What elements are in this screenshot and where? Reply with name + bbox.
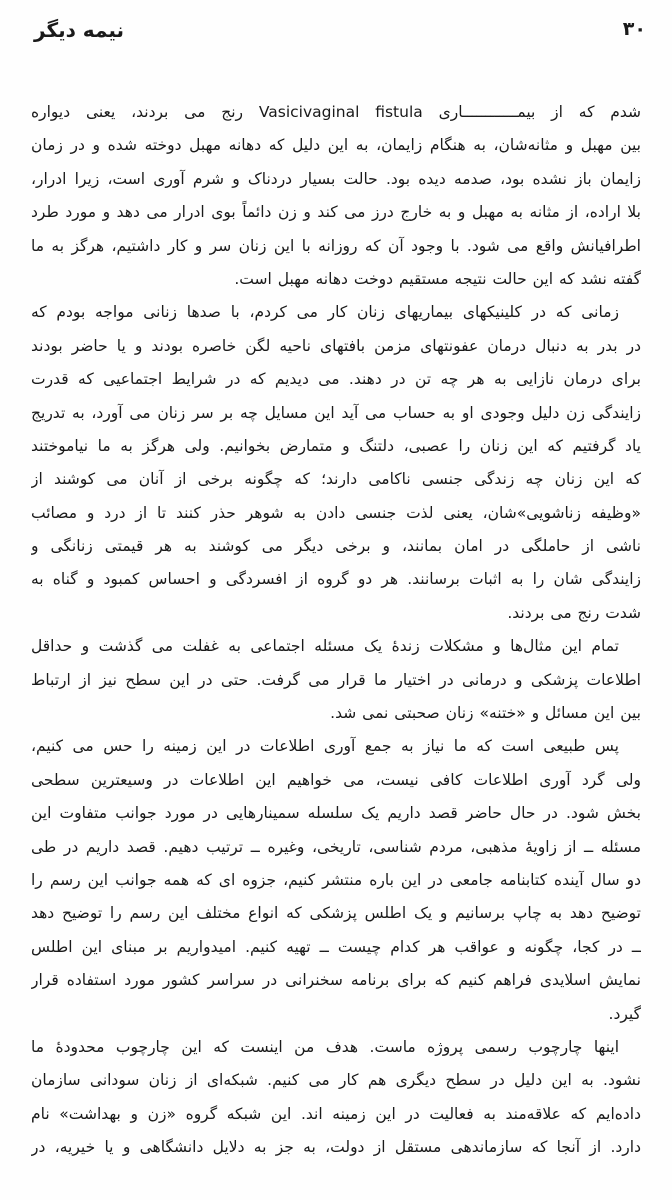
text-line: که این زنان چه زندگی جنسی ناکامی دارند؛ که چگونه برخی از آنان می کوشند از (31, 470, 641, 489)
text-line: بین این مسائل و «ختنه» زنان صحبتی نمی شد. (330, 704, 641, 723)
text-line: توضیح دهد به چاپ برسانیم و یک اطلس پزشکی که انواع مختلف این رسم را توضیح دهد (31, 904, 641, 923)
text-line: مسئله ــ از زاویهٔ مذهبی، مردم شناسی، تاریخی، وغیره ــ ترتیب دهیم. قصد داریم در طی (31, 837, 641, 856)
text-line: نشود. به این دلیل در سطح دیگری هم کار می کنیم. شبکه‌ای از زنان سودانی سازمان (31, 1071, 641, 1090)
journal-title: نیمه دیگر (34, 18, 125, 42)
text-line: تمام این مثال‌ها و مشکلات زندهٔ یک مسئله اجتماعی به غفلت می گذشت و حداقل (31, 637, 619, 656)
text-line: «وظیفه زناشویی»شان، یعنی لذت جنسی دادن به شوهر حذر کنند تا از درد و مصائب (31, 503, 641, 522)
text-line: ولی گرد آوری اطلاعات کافی نیست، می خواهیم این اطلاعات در وسیعترین سطحی (31, 770, 641, 789)
text-line: زمانی که در کلینیکهای بیماریهای زنان کار می کردم، با صدها زنانی مواجه بودم که (31, 303, 619, 322)
text-line: دارد. از آنجا که سازماندهی مستقل از دولت، به جز به دلایل دانشگاهی و یا خیریه، در (31, 1138, 641, 1157)
text-line: ناشی از حاملگی در امان بمانند، و برخی دیگر می کوشند به هر قیمتی زنانگی و (31, 537, 641, 556)
text-line: بخش شود. در حال حاضر قصد داریم یک سلسله سمینارهایی در مورد جوانب متفاوت این (31, 804, 641, 823)
text-line: گفته نشد که این حالت نتیجه مستقیم دوخت دهانه مهبل است. (234, 269, 641, 288)
text-line: اینها چارچوب رسمی پروژه ماست. هدف من اینست که این چارچوب محدودهٔ ما (31, 1037, 619, 1056)
text-line: زایندگی شان را به اثبات برسانند. هر دو گروه از افسردگی و احساس کمبود و گناه به (31, 570, 641, 589)
text-line: یاد گرفتیم که این زنان را عصبی، دلتنگ و متمارض بخوانیم. ولی هرگز به ما نیاموختند (31, 436, 641, 455)
page-text (31, 96, 641, 1165)
text-line: برای درمان نازایی به هر چه تن در دهند. می دیدیم که در شرایط اجتماعیی که قدرت (31, 370, 641, 389)
text-line: شدت رنج می بردند. (507, 603, 641, 622)
text-line: پس طبیعی است که ما نیاز به جمع آوری اطلاعات در این زمینه را حس می کنیم، (31, 737, 619, 756)
text-line: در بدر به دنبال درمان عفونتهای مزمن بافتهای ناحیه لگن خاصره بودند و یا حاضر بودند (31, 336, 641, 355)
text-line: گیرد. (608, 1004, 641, 1023)
text-line: زایندگی زن دلیل وجودی او به حساب می آید این مسایل چه بر سر زنان می آورد، به تدریج (31, 403, 641, 422)
text-line: زایمان باز نشده بود، صدمه دیده بود. حالت بسیار دردناک و شرم آوری است، زیرا ادرار، (31, 169, 641, 188)
text-line: اطلاعات پزشکی و درمانی در اختیار ما قرار می گرفت. حتی در این سطح نیز از ارتباط (31, 670, 641, 689)
text-line: دو سال آینده کتابنامه جامعی در این باره منتشر کنیم، جزوه ای که همه جوانب این رسم را (31, 870, 641, 889)
text-line: داده‌ایم که علاقه‌مند به فعالیت در این زمینه اند. این شبکه گروه «زن و بهداشت» نام (31, 1104, 641, 1123)
text-line: بلا اراده، از مثانه به مهبل و به خارج درز می کند و زن دائماً بوی ادرار می دهد و مورد طرد (31, 203, 641, 222)
page-header (34, 18, 646, 42)
text-line: ــ در کجا، چگونه و عواقب هر کدام چیست ــ تهیه کنیم. امیدواریم بر مبنای این اطلس (31, 937, 641, 956)
text-line: نمایش اسلایدی فراهم کنیم که برای برنامه سخنرانی در سراسر کشور مورد استفاده قرار (31, 971, 641, 990)
page-number: ۳۰ (622, 18, 646, 40)
text-line: اطرافیانش واقع می شود. با وجود آن که روزانه با این زنان سر و کار داشتیم، هرگز به ما (31, 236, 641, 255)
text-line: شدم که از بیمــــــــــــاری Vasicivaginal fistula رنج می بردند، یعنی دیواره (31, 103, 641, 121)
text-line: بین مهبل و مثانه‌شان، به هنگام زایمان، به این دلیل که دهانه مهبل دوخته شده و در زمان (31, 136, 641, 155)
